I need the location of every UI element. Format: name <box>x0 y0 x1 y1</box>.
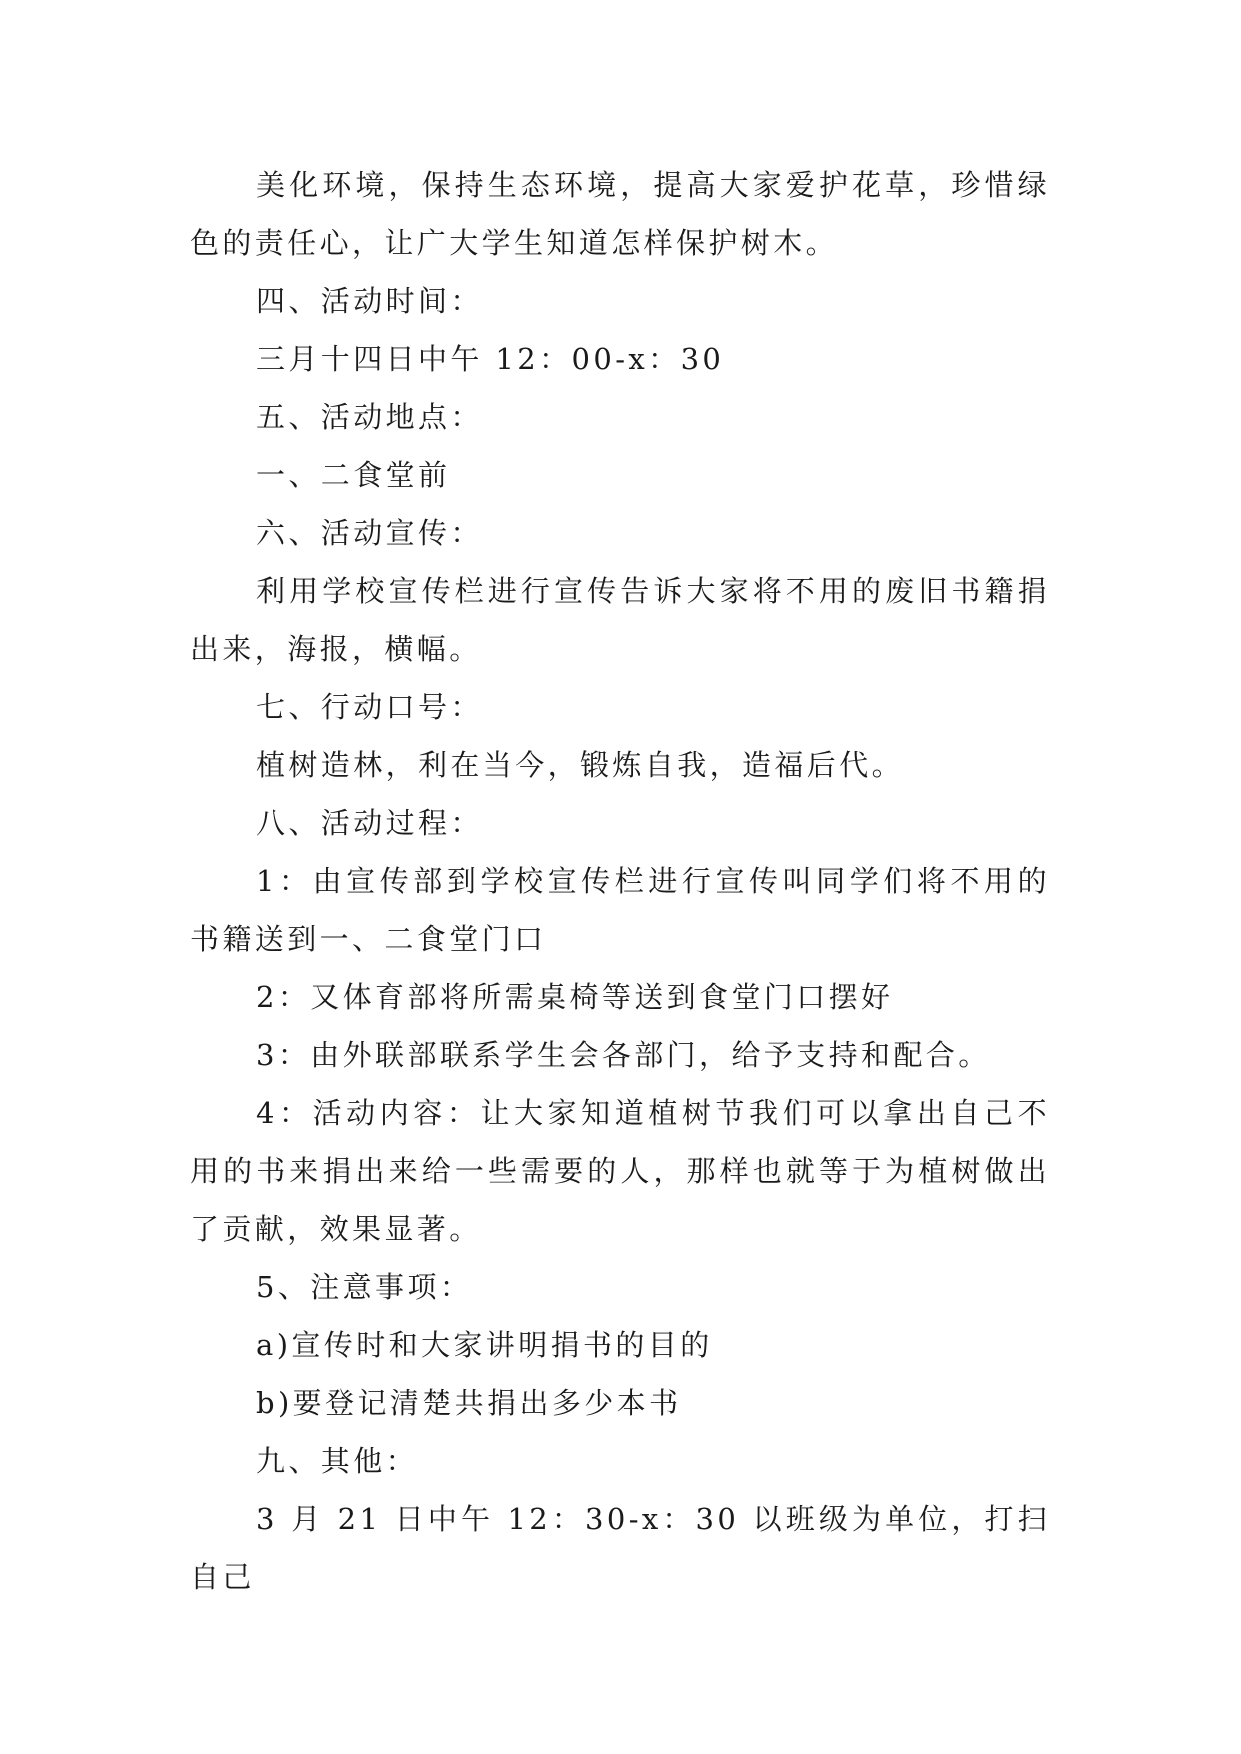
process-step-5: 5、注意事项： <box>256 1270 473 1304</box>
process-step-4: 4：活动内容：让大家知道植树节我们可以拿出自己不用的书来捐出来给一些需要的人，那样也就等于为植树做出了贡献，效果显著。 <box>190 1096 1050 1246</box>
section-heading-publicity: 六、活动宣传： <box>256 516 483 550</box>
paragraph-intro: 美化环境，保持生态环境，提高大家爱护花草，珍惜绿色的责任心，让广大学生知道怎样保护树木。 <box>190 168 1050 260</box>
note-b: b)要登记清楚共捐出多少本书 <box>256 1386 682 1420</box>
activity-time: 三月十四日中午 12：00-x：30 <box>256 342 725 376</box>
activity-publicity: 利用学校宣传栏进行宣传告诉大家将不用的废旧书籍捐出来，海报，横幅。 <box>190 574 1050 666</box>
document-body <box>190 156 1050 1606</box>
section-heading-location: 五、活动地点： <box>256 400 483 434</box>
section-heading-slogan: 七、行动口号： <box>256 690 483 724</box>
note-a: a)宣传时和大家讲明捐书的目的 <box>256 1328 713 1362</box>
section-heading-other: 九、其他： <box>256 1444 419 1478</box>
process-step-1: 1：由宣传部到学校宣传栏进行宣传叫同学们将不用的书籍送到一、二食堂门口 <box>190 864 1050 956</box>
other-details: 3 月 21 日中午 12：30-x：30 以班级为单位，打扫自己 <box>190 1502 1050 1594</box>
activity-slogan: 植树造林，利在当今，锻炼自我，造福后代。 <box>256 748 905 782</box>
process-step-3: 3：由外联部联系学生会各部门，给予支持和配合。 <box>256 1038 991 1072</box>
activity-location: 一、二食堂前 <box>256 458 451 492</box>
process-step-2: 2：又体育部将所需桌椅等送到食堂门口摆好 <box>256 980 894 1014</box>
section-heading-process: 八、活动过程： <box>256 806 483 840</box>
section-heading-time: 四、活动时间： <box>256 284 483 318</box>
